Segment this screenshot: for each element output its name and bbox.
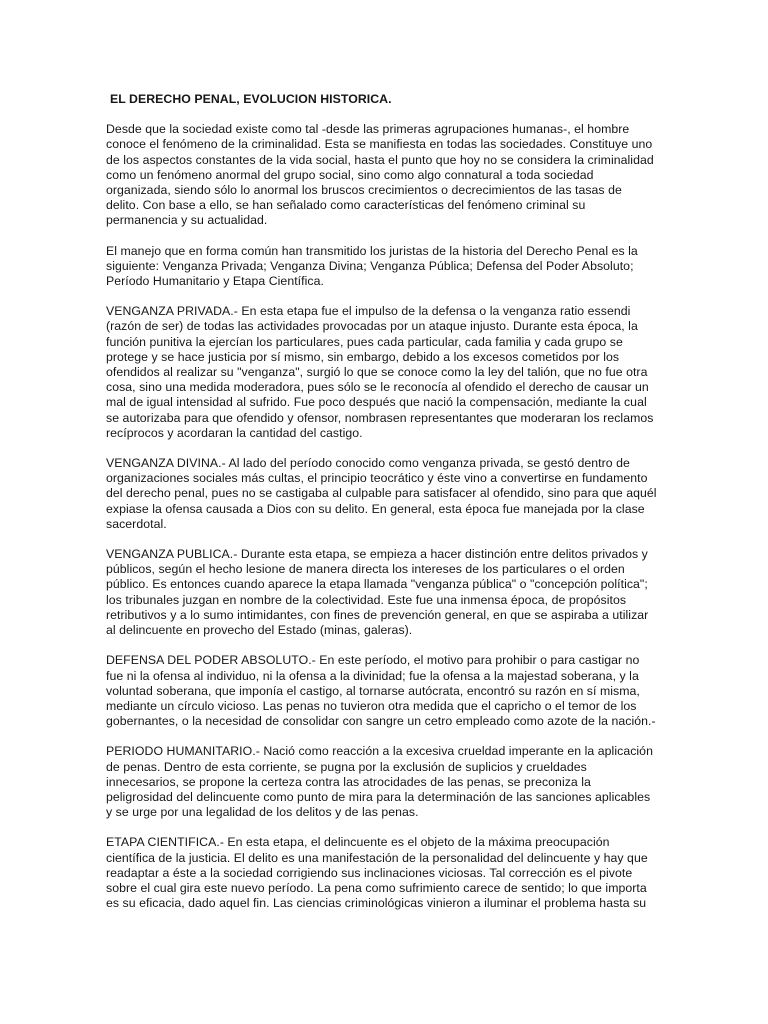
periodo-humanitario-paragraph: PERIODO HUMANITARIO.- Nació como reacción a la excesiva crueldad imperante en la aplicación de penas. Dentro de esta corriente, se pugna por la exclusión de suplicios y crueldades innecesarios, se propone la certeza contra las atrocidades de las penas, se preconiza la peligrosidad del delincuente como punto de mira para la determinación de las sanciones aplicables y se urge por una legalidad de los delitos y de las penas. xyxy=(106,744,653,820)
document-body xyxy=(106,92,658,911)
etapa-cientifica-paragraph: ETAPA CIENTIFICA.- En esta etapa, el delincuente es el objeto de la máxima preocupación científica de la justicia. El delito es una manifestación de la personalidad del delincuente y hay que readaptar a éste a la sociedad corrigiendo sus inclinaciones viciosas. Tal corrección es el pivote sobre el cual gira este nuevo período. La pena como sufrimiento carece de sentido; lo que importa es su eficacia, dado aquel fin. Las ciencias criminológicas vinieron a iluminar el problema hasta su xyxy=(106,835,648,911)
venganza-privada-paragraph: VENGANZA PRIVADA.- En esta etapa fue el impulso de la defensa o la venganza ratio essendi (razón de ser) de todas las actividades provocadas por un ataque injusto. Durante esta época, la función punitiva la ejercían los particulares, pues cada particular, cada familia y cada grupo se protege y se hace justicia por sí mismo, sin embargo, debido a los excesos cometidos por los ofendidos al realizar su "venganza", surgió lo que se conoce como la ley del talión, que no fue otra cosa, sino una medida moderadora, pues sólo se le reconocía al ofendido el derecho de causar un mal de igual intensidad al sufrido. Fue poco después que nació la compensación, mediante la cual se autorizaba para que ofendido y ofensor, nombrasen representantes que moderaran los reclamos recíprocos y acordaran la cantidad del castigo. xyxy=(106,304,654,440)
defensa-poder-absoluto-paragraph: DEFENSA DEL PODER ABSOLUTO.- En este período, el motivo para prohibir o para castigar no fue ni la ofensa al individuo, ni la ofensa a la divinidad; fue la ofensa a la majestad soberana, y la voluntad soberana, que imponía el castigo, al tornarse autócrata, encontró su razón en sí misma, mediante un círculo vicioso. Las penas no tuvieron otra medida que el capricho o el temor de los gobernantes, o la necesidad de consolidar con sangre un cetro empleado como azote de la nación.- xyxy=(106,653,656,729)
venganza-publica-paragraph: VENGANZA PUBLICA.- Durante esta etapa, se empieza a hacer distinción entre delitos privados y públicos, según el hecho lesione de manera directa los intereses de los particulares o el orden público. Es entonces cuando aparece la etapa llamada "venganza pública" o "concepción política"; los tribunales juzgan en nombre de la colectividad. Este fue una inmensa época, de propósitos retributivos y a lo sumo intimidantes, con fines de prevención general, en que se aspiraba a utilizar al delincuente en provecho del Estado (minas, galeras). xyxy=(106,547,649,638)
intro-paragraph: Desde que la sociedad existe como tal -desde las primeras agrupaciones humanas-, el hombre conoce el fenómeno de la criminalidad. Esta se manifiesta en todas las sociedades. Constituye uno de los aspectos constantes de la vida social, hasta el punto que hoy no se considera la criminalidad como un fenómeno anormal del grupo social, sino como algo connatural a toda sociedad organizada, siendo sólo lo anormal los bruscos crecimientos o decrecimientos de las tasas de delito. Con base a ello, se han señalado como características del fenómeno criminal su permanencia y su actualidad. xyxy=(106,122,654,228)
venganza-divina-paragraph: VENGANZA DIVINA.- Al lado del período conocido como venganza privada, se gestó dentro de organizaciones sociales más cultas, el principio teocrático y éste vino a convertirse en fundamento del derecho penal, pues no se castigaba al culpable para satisfacer al ofendido, sino para que aquél expiase la ofensa causada a Dios con su delito. En general, esta época fue manejada por la clase sacerdotal. xyxy=(106,456,657,531)
stages-summary-paragraph: El manejo que en forma común han transmitido los juristas de la historia del Derecho Penal es la siguiente: Venganza Privada; Venganza Divina; Venganza Pública; Defensa del Poder Absoluto; Período Humanitario y Etapa Científica. xyxy=(106,243,638,289)
document-title: EL DERECHO PENAL, EVOLUCION HISTORICA. xyxy=(110,92,392,106)
